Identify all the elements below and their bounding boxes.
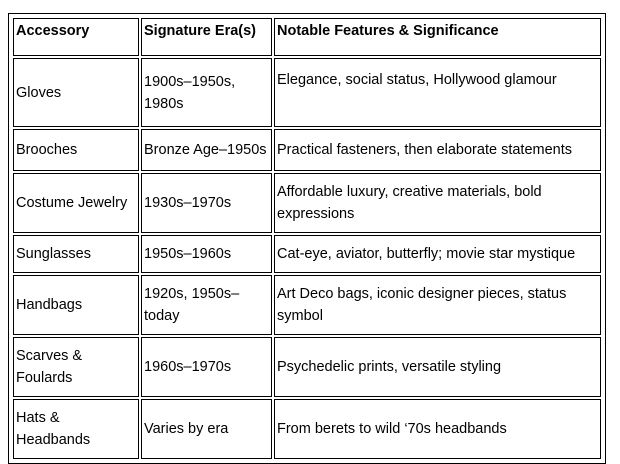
features-cell: Cat-eye, aviator, butterfly; movie star mystique bbox=[274, 235, 601, 273]
features-cell: From berets to wild ‘70s headbands bbox=[274, 399, 601, 459]
table-row bbox=[13, 58, 601, 127]
era-cell: 1960s–1970s bbox=[141, 337, 272, 397]
features-cell: Elegance, social status, Hollywood glamour bbox=[274, 58, 601, 127]
accessory-cell: Brooches bbox=[13, 129, 139, 171]
accessory-cell: Scarves & Foulards bbox=[13, 337, 139, 397]
table-row bbox=[13, 235, 601, 273]
era-cell: Varies by era bbox=[141, 399, 272, 459]
accessory-cell: Hats & Headbands bbox=[13, 399, 139, 459]
accessory-cell: Gloves bbox=[13, 58, 139, 127]
table-row bbox=[13, 399, 601, 459]
features-cell: Psychedelic prints, versatile styling bbox=[274, 337, 601, 397]
features-cell: Art Deco bags, iconic designer pieces, status symbol bbox=[274, 275, 601, 335]
table-header-row bbox=[13, 18, 601, 56]
accessory-cell: Handbags bbox=[13, 275, 139, 335]
era-cell: 1930s–1970s bbox=[141, 173, 272, 233]
era-cell: Bronze Age–1950s bbox=[141, 129, 272, 171]
header-signature-eras: Signature Era(s) bbox=[141, 18, 272, 56]
header-accessory: Accessory bbox=[13, 18, 139, 56]
table-row bbox=[13, 129, 601, 171]
features-cell: Affordable luxury, creative materials, bold expressions bbox=[274, 173, 601, 233]
table-row bbox=[13, 337, 601, 397]
header-notable-features: Notable Features & Significance bbox=[274, 18, 601, 56]
table-row bbox=[13, 275, 601, 335]
features-cell: Practical fasteners, then elaborate statements bbox=[274, 129, 601, 171]
era-cell: 1900s–1950s, 1980s bbox=[141, 58, 272, 127]
accessories-table-frame bbox=[8, 13, 606, 464]
era-cell: 1920s, 1950s–today bbox=[141, 275, 272, 335]
accessory-cell: Costume Jewelry bbox=[13, 173, 139, 233]
accessories-table bbox=[11, 16, 603, 461]
accessory-cell: Sunglasses bbox=[13, 235, 139, 273]
era-cell: 1950s–1960s bbox=[141, 235, 272, 273]
table-row bbox=[13, 173, 601, 233]
